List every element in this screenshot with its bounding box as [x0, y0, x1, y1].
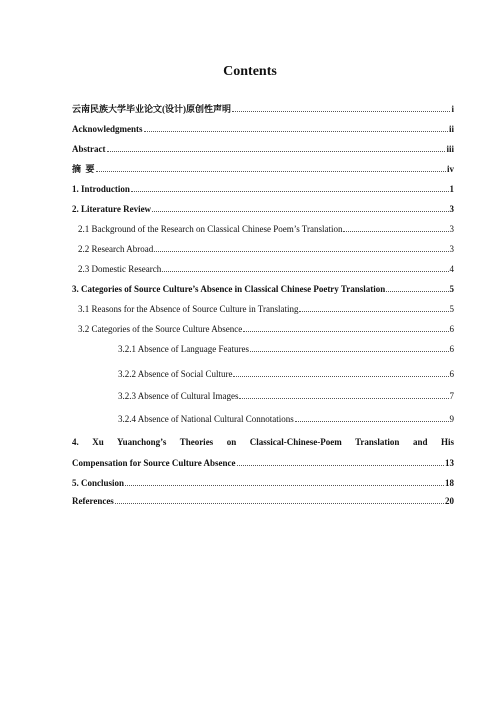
toc-entry-2-3[interactable]	[78, 264, 454, 275]
toc-entry-label: Acknowledgments	[72, 124, 143, 134]
toc-entry-page: 18	[445, 478, 454, 488]
toc-entry-label: 3.2.3 Absence of Cultural Images	[118, 391, 239, 401]
toc-entry-page: ii	[448, 124, 454, 134]
toc-entry-page: 3	[449, 224, 454, 234]
toc-entry-label: 2.3 Domestic Research	[78, 264, 162, 274]
toc-entry-page: 5	[449, 284, 454, 294]
toc-entry-label: 3. Categories of Source Culture’s Absence in Classical Chinese Poetry Translation	[72, 284, 386, 294]
toc-entry-page: 6	[449, 324, 454, 334]
toc-entry-page: iii	[446, 144, 454, 154]
dot-leader	[250, 344, 449, 352]
toc-entry-page: 6	[449, 369, 454, 379]
toc-entry-originality-statement[interactable]	[72, 104, 454, 115]
dot-leader	[237, 458, 444, 466]
dot-leader	[243, 324, 448, 332]
toc-entry-page: 5	[449, 304, 454, 314]
toc-entry-page: 9	[449, 414, 454, 424]
dot-leader	[233, 369, 448, 377]
toc-entry-label: 3.2 Categories of the Source Culture Absence	[78, 324, 243, 334]
toc-entry-label: 云南民族大学毕业论文(设计)原创性声明	[72, 104, 231, 114]
toc-entry-2-2[interactable]	[78, 244, 454, 255]
dot-leader	[343, 224, 448, 232]
dot-leader	[131, 184, 449, 192]
dot-leader	[299, 304, 448, 312]
toc-entry-label: 2. Literature Review	[72, 204, 152, 214]
toc-entry-label: 摘 要	[72, 164, 95, 174]
toc-entry-3-2[interactable]	[78, 324, 454, 335]
toc-entry-page: iv	[446, 164, 454, 174]
toc-entry-label: 5. Conclusion	[72, 478, 125, 488]
toc-entry-label: Compensation for Source Culture Absence	[72, 458, 236, 468]
dot-leader	[107, 144, 446, 152]
toc-entry-references[interactable]	[72, 496, 454, 507]
toc-entry-label: 3.2.4 Absence of National Cultural Connotations	[118, 414, 294, 424]
toc-entry-page: 6	[449, 344, 454, 354]
toc-entry-label: References	[72, 496, 114, 506]
toc-entry-page: 20	[445, 496, 454, 506]
dot-leader	[154, 244, 448, 252]
toc-entry-page: 3	[449, 204, 454, 214]
toc-entry-page: i	[451, 104, 454, 114]
toc-entry-label: 2.1 Background of the Research on Classical Chinese Poem’s Translation	[78, 224, 343, 234]
toc-entry-abstract[interactable]	[72, 144, 454, 155]
toc-entry-categories[interactable]	[72, 284, 454, 295]
toc-entry-3-2-4[interactable]	[118, 414, 454, 425]
toc-entry-label: 3.2.1 Absence of Language Features	[118, 344, 249, 354]
dot-leader	[162, 264, 448, 272]
toc-entry-page: 4	[449, 264, 454, 274]
toc-entry-page: 3	[449, 244, 454, 254]
dot-leader	[125, 478, 444, 486]
page-title: Contents	[223, 64, 277, 79]
toc-entry-xu-yuanchong-line1[interactable]: 4. Xu Yuanchong’s Theories on Classical-Chinese-Poem Translation and His	[72, 437, 454, 447]
toc-entry-3-2-2[interactable]	[118, 369, 454, 380]
toc-entry-label: 3.2.2 Absence of Social Culture	[118, 369, 233, 379]
dot-leader	[152, 204, 448, 212]
toc-entry-acknowledgments[interactable]	[72, 124, 454, 135]
toc-entry-chinese-abstract[interactable]	[72, 164, 454, 175]
toc-entry-conclusion[interactable]	[72, 478, 454, 489]
dot-leader	[239, 391, 448, 399]
toc-entry-3-1[interactable]	[78, 304, 454, 315]
toc-entry-label: 2.2 Research Abroad	[78, 244, 154, 254]
toc-entry-literature-review[interactable]	[72, 204, 454, 215]
toc-entry-2-1[interactable]	[78, 224, 454, 235]
toc-entry-3-2-3[interactable]	[118, 391, 454, 402]
dot-leader	[295, 414, 449, 422]
toc-entry-xu-yuanchong[interactable]	[72, 458, 454, 469]
toc-entry-label: 3.1 Reasons for the Absence of Source Culture in Translating	[78, 304, 299, 314]
dot-leader	[386, 284, 448, 292]
dot-leader	[144, 124, 448, 132]
toc-entry-introduction[interactable]	[72, 184, 454, 195]
toc-entry-3-2-1[interactable]	[118, 344, 454, 355]
toc-entry-label: Abstract	[72, 144, 106, 154]
toc-entry-page: 7	[449, 391, 454, 401]
toc-entry-page: 1	[449, 184, 454, 194]
dot-leader	[115, 496, 444, 504]
dot-leader	[232, 104, 450, 112]
toc-entry-page: 13	[445, 458, 454, 468]
dot-leader	[96, 164, 446, 172]
toc-entry-label: 1. Introduction	[72, 184, 130, 194]
